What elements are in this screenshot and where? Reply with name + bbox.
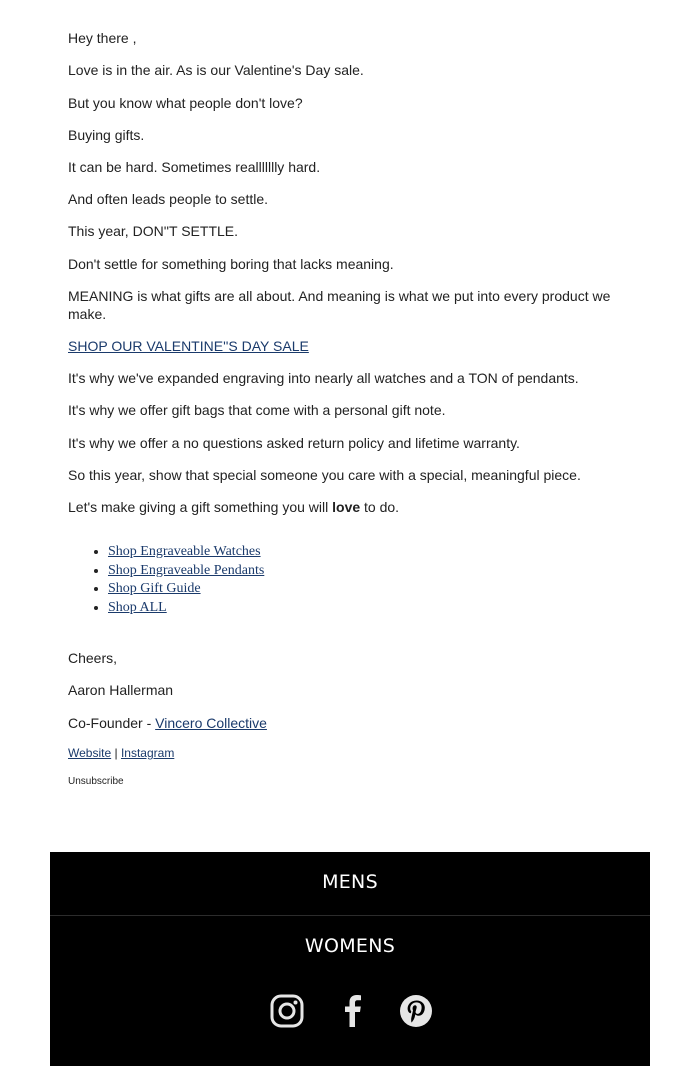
- greeting: Hey there ,: [68, 30, 137, 46]
- signer-name: Aaron Hallerman: [68, 682, 174, 698]
- list-item: [108, 562, 264, 581]
- paragraph: So this year, show that special someone you care with a special, meaningful piece.: [68, 467, 581, 483]
- paragraph: It's why we offer a no questions asked return policy and lifetime warranty.: [68, 435, 520, 451]
- paragraph: This year, DON''T SETTLE.: [68, 223, 239, 239]
- footer-nav: [50, 852, 650, 1066]
- paragraph: Love is in the air. As is our Valentine's Day sale.: [68, 62, 364, 78]
- paragraph: Don't settle for something boring that lacks meaning.: [68, 256, 394, 272]
- link-separator: |: [114, 746, 118, 760]
- nav-womens-link[interactable]: WOMENS: [304, 935, 396, 957]
- text-span: Let's make giving a gift something you will: [68, 499, 333, 515]
- bold-text: love: [332, 499, 361, 515]
- signoff: Cheers,: [68, 650, 118, 666]
- company-link[interactable]: Vincero Collective: [155, 715, 267, 731]
- paragraph: MEANING is what gifts are all about. And meaning is what we put into every product we make.: [68, 288, 611, 322]
- paragraph: Buying gifts.: [68, 127, 145, 143]
- shop-valentines-sale-link[interactable]: SHOP OUR VALENTINE''S DAY SALE: [68, 338, 309, 354]
- shop-gift-guide-link[interactable]: Shop Gift Guide: [108, 581, 201, 596]
- pinterest-icon[interactable]: [398, 993, 434, 1029]
- signer-title: Co-Founder -: [68, 715, 156, 731]
- nav-mens-link[interactable]: MENS: [322, 871, 378, 893]
- paragraph: It's why we offer gift bags that come with a personal gift note.: [68, 402, 446, 418]
- shop-engraveable-watches-link[interactable]: Shop Engraveable Watches: [108, 544, 261, 559]
- secondary-links: [68, 744, 174, 762]
- instagram-icon[interactable]: [269, 993, 305, 1029]
- shop-links-list: [68, 543, 264, 617]
- paragraph: But you know what people don't love?: [68, 95, 303, 111]
- paragraph: And often leads people to settle.: [68, 191, 269, 207]
- website-link[interactable]: Website: [68, 746, 112, 760]
- cta-paragraph: [68, 337, 628, 355]
- text-span: to do.: [360, 499, 400, 515]
- list-item: [108, 543, 264, 562]
- list-item: [108, 599, 264, 618]
- facebook-icon[interactable]: [335, 993, 371, 1029]
- paragraph: It's why we've expanded engraving into nearly all watches and a TON of pendants.: [68, 370, 579, 386]
- shop-engraveable-pendants-link[interactable]: Shop Engraveable Pendants: [108, 562, 265, 578]
- instagram-link[interactable]: Instagram: [120, 746, 175, 760]
- nav-divider: [50, 915, 650, 916]
- unsubscribe-link[interactable]: Unsubscribe: [68, 776, 124, 787]
- social-icons: [50, 993, 650, 1033]
- shop-all-link[interactable]: Shop ALL: [108, 599, 167, 615]
- list-item: [108, 580, 264, 599]
- paragraph: [68, 498, 628, 516]
- signer-title-line: [68, 714, 628, 732]
- paragraph: It can be hard. Sometimes reallllllly hard.: [68, 159, 321, 175]
